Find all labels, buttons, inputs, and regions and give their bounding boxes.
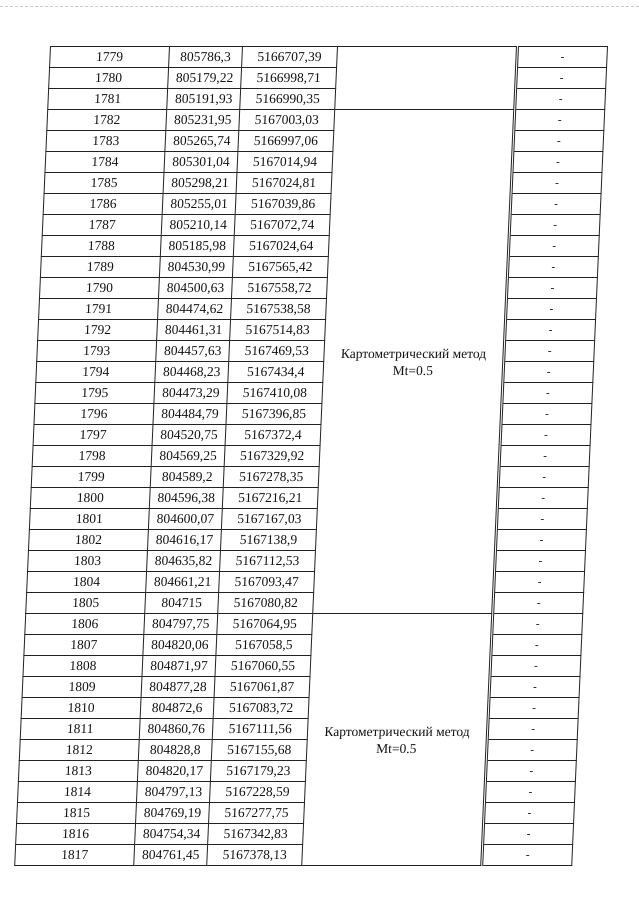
value-cell: -	[493, 614, 583, 635]
x-coordinate-cell: 804600,07	[148, 509, 222, 530]
y-coordinate-cell: 5167565,42	[232, 257, 328, 278]
x-coordinate-cell: 804754,34	[135, 824, 209, 845]
x-coordinate-cell: 804484,79	[153, 404, 227, 425]
y-coordinate-cell: 5167061,87	[214, 677, 310, 698]
x-coordinate-cell: 804769,19	[136, 803, 210, 824]
value-cell: -	[518, 47, 608, 68]
x-coordinate-cell: 804596,38	[149, 488, 223, 509]
value-cell: -	[499, 467, 589, 488]
coordinates-table-wrapper	[14, 46, 608, 866]
point-number-cell: 1806	[25, 614, 145, 635]
x-coordinate-cell: 804860,76	[139, 719, 213, 740]
table-row	[22, 677, 580, 698]
point-number-cell: 1792	[38, 320, 158, 341]
value-cell: -	[514, 131, 604, 152]
point-number-cell: 1803	[28, 551, 148, 572]
x-coordinate-cell: 804715	[145, 593, 219, 614]
point-number-cell: 1805	[26, 593, 146, 614]
table-row	[26, 593, 584, 614]
point-number-cell: 1783	[46, 131, 166, 152]
point-number-cell: 1795	[35, 383, 155, 404]
y-coordinate-cell: 5167277,75	[209, 803, 305, 824]
y-coordinate-cell: 5167112,53	[220, 551, 316, 572]
point-number-cell: 1817	[15, 845, 135, 866]
point-number-cell: 1781	[48, 89, 168, 110]
table-row	[18, 761, 576, 782]
value-cell: -	[494, 593, 584, 614]
y-coordinate-cell: 5167138,9	[220, 530, 316, 551]
x-coordinate-cell: 805265,74	[165, 131, 239, 152]
table-row	[41, 236, 599, 257]
value-cell: -	[495, 572, 585, 593]
table-row	[37, 341, 595, 362]
x-coordinate-cell: 805301,04	[164, 152, 238, 173]
point-number-cell: 1815	[17, 803, 137, 824]
x-coordinate-cell: 805179,22	[168, 68, 242, 89]
value-cell: -	[487, 740, 577, 761]
y-coordinate-cell: 5167179,23	[210, 761, 306, 782]
point-number-cell: 1790	[39, 278, 159, 299]
point-number-cell: 1808	[23, 656, 143, 677]
value-cell: -	[517, 68, 607, 89]
table-row	[43, 194, 601, 215]
value-cell: -	[496, 530, 586, 551]
table-row	[49, 68, 607, 89]
y-coordinate-cell: 5167228,59	[209, 782, 305, 803]
x-coordinate-cell: 804871,97	[142, 656, 216, 677]
y-coordinate-cell: 5167514,83	[230, 320, 326, 341]
x-coordinate-cell: 804820,06	[143, 635, 217, 656]
point-number-cell: 1809	[22, 677, 142, 698]
value-cell: -	[500, 446, 590, 467]
value-cell: -	[510, 215, 600, 236]
table-row	[39, 278, 597, 299]
y-coordinate-cell: 5167024,64	[233, 236, 329, 257]
y-coordinate-cell: 5166707,39	[242, 47, 338, 68]
y-coordinate-cell: 5167396,85	[226, 404, 322, 425]
table-row	[31, 467, 589, 488]
point-number-cell: 1811	[20, 719, 140, 740]
point-number-cell: 1796	[34, 404, 154, 425]
table-row	[19, 740, 577, 761]
y-coordinate-cell: 5167003,03	[239, 110, 335, 131]
value-cell: -	[507, 278, 597, 299]
point-number-cell: 1814	[17, 782, 137, 803]
value-cell: -	[491, 656, 581, 677]
point-number-cell: 1785	[44, 173, 164, 194]
table-row	[25, 614, 583, 635]
point-number-cell: 1812	[19, 740, 139, 761]
x-coordinate-cell: 804877,28	[141, 677, 215, 698]
x-coordinate-cell: 804797,75	[144, 614, 218, 635]
table-row	[21, 698, 579, 719]
table-row	[39, 299, 597, 320]
point-number-cell: 1780	[49, 68, 169, 89]
point-number-cell: 1791	[39, 299, 159, 320]
value-cell: -	[496, 551, 586, 572]
table-row	[16, 824, 574, 845]
scan-edge-line	[0, 6, 639, 7]
table-row	[23, 656, 581, 677]
y-coordinate-cell: 5167155,68	[211, 740, 307, 761]
value-cell: -	[512, 173, 602, 194]
y-coordinate-cell: 5167111,56	[212, 719, 308, 740]
point-number-cell: 1801	[29, 509, 149, 530]
table-row	[46, 131, 604, 152]
value-cell: -	[515, 110, 605, 131]
x-coordinate-cell: 804797,13	[136, 782, 210, 803]
y-coordinate-cell: 5167058,5	[216, 635, 312, 656]
point-number-cell: 1799	[31, 467, 151, 488]
y-coordinate-cell: 5166998,71	[241, 68, 337, 89]
y-coordinate-cell: 5167083,72	[213, 698, 309, 719]
point-number-cell: 1786	[43, 194, 163, 215]
table-row	[50, 47, 608, 68]
table-row	[42, 215, 600, 236]
table-row	[35, 383, 593, 404]
table-row	[15, 845, 573, 866]
x-coordinate-cell: 804569,25	[151, 446, 225, 467]
x-coordinate-cell: 804500,63	[158, 278, 232, 299]
table-row	[45, 152, 603, 173]
table-row	[34, 404, 592, 425]
x-coordinate-cell: 804828,8	[138, 740, 212, 761]
value-cell: -	[497, 509, 587, 530]
point-number-cell: 1807	[24, 635, 144, 656]
point-number-cell: 1787	[42, 215, 162, 236]
method-name: Картометрический метод	[340, 345, 487, 361]
y-coordinate-cell: 5167372,4	[225, 425, 321, 446]
value-cell: -	[505, 341, 595, 362]
y-coordinate-cell: 5167167,03	[221, 509, 317, 530]
value-cell: -	[509, 236, 599, 257]
x-coordinate-cell: 805231,95	[166, 110, 240, 131]
x-coordinate-cell: 804468,23	[155, 362, 229, 383]
y-coordinate-cell: 5167080,82	[218, 593, 314, 614]
point-number-cell: 1782	[47, 110, 167, 131]
point-number-cell: 1797	[33, 425, 153, 446]
table-row	[40, 257, 598, 278]
value-cell: -	[503, 383, 593, 404]
method-cell	[313, 110, 514, 614]
table-row	[28, 551, 586, 572]
x-coordinate-cell: 804761,45	[134, 845, 208, 866]
table-row	[27, 572, 585, 593]
table-row	[48, 89, 606, 110]
point-number-cell: 1784	[45, 152, 165, 173]
point-number-cell: 1810	[21, 698, 141, 719]
value-cell: -	[516, 89, 606, 110]
value-cell: -	[488, 719, 578, 740]
x-coordinate-cell: 804461,31	[157, 320, 231, 341]
value-cell: -	[490, 677, 580, 698]
y-coordinate-cell: 5167434,4	[228, 362, 324, 383]
y-coordinate-cell: 5167060,55	[215, 656, 311, 677]
x-coordinate-cell: 804589,2	[150, 467, 224, 488]
method-cell	[302, 614, 492, 866]
method-name: Картометрический метод	[324, 723, 470, 739]
value-cell: -	[508, 257, 598, 278]
x-coordinate-cell: 804616,17	[147, 530, 221, 551]
value-cell: -	[486, 761, 576, 782]
y-coordinate-cell: 5167093,47	[219, 572, 315, 593]
y-coordinate-cell: 5167278,35	[223, 467, 319, 488]
point-number-cell: 1798	[32, 446, 152, 467]
x-coordinate-cell: 805185,98	[160, 236, 234, 257]
x-coordinate-cell: 804635,82	[147, 551, 221, 572]
y-coordinate-cell: 5167072,74	[234, 215, 330, 236]
point-number-cell: 1802	[28, 530, 148, 551]
coordinates-table	[14, 46, 608, 866]
point-number-cell: 1794	[36, 362, 156, 383]
x-coordinate-cell: 804661,21	[146, 572, 220, 593]
x-coordinate-cell: 804872,6	[140, 698, 214, 719]
point-number-cell: 1779	[50, 47, 170, 68]
point-number-cell: 1800	[30, 488, 150, 509]
value-cell: -	[506, 320, 596, 341]
point-number-cell: 1788	[41, 236, 161, 257]
y-coordinate-cell: 5166990,35	[240, 89, 336, 110]
point-number-cell: 1804	[27, 572, 147, 593]
table-row	[30, 488, 588, 509]
table-row	[36, 362, 594, 383]
table-row	[47, 110, 605, 131]
table-row	[17, 803, 575, 824]
y-coordinate-cell: 5167410,08	[227, 383, 323, 404]
value-cell: -	[511, 194, 601, 215]
x-coordinate-cell: 804820,17	[137, 761, 211, 782]
point-number-cell: 1793	[37, 341, 157, 362]
y-coordinate-cell: 5167064,95	[217, 614, 313, 635]
value-cell: -	[501, 425, 591, 446]
value-cell: -	[485, 782, 575, 803]
table-row	[28, 530, 586, 551]
value-cell: -	[489, 698, 579, 719]
y-coordinate-cell: 5167469,53	[229, 341, 325, 362]
table-row	[24, 635, 582, 656]
x-coordinate-cell: 804474,62	[158, 299, 232, 320]
x-coordinate-cell: 804530,99	[159, 257, 233, 278]
y-coordinate-cell: 5167538,58	[231, 299, 327, 320]
x-coordinate-cell: 805210,14	[161, 215, 235, 236]
y-coordinate-cell: 5167378,13	[207, 845, 303, 866]
value-cell: -	[498, 488, 588, 509]
point-number-cell: 1789	[40, 257, 160, 278]
table-row	[44, 173, 602, 194]
coordinates-table-body	[15, 47, 608, 866]
method-cell	[335, 47, 517, 110]
point-number-cell: 1813	[18, 761, 138, 782]
x-coordinate-cell: 805255,01	[162, 194, 236, 215]
x-coordinate-cell: 805298,21	[163, 173, 237, 194]
table-row	[29, 509, 587, 530]
y-coordinate-cell: 5166997,06	[238, 131, 334, 152]
value-cell: -	[492, 635, 582, 656]
table-row	[32, 446, 590, 467]
value-cell: -	[513, 152, 603, 173]
point-number-cell: 1816	[16, 824, 136, 845]
table-row	[38, 320, 596, 341]
y-coordinate-cell: 5167014,94	[237, 152, 333, 173]
x-coordinate-cell: 804473,29	[154, 383, 228, 404]
y-coordinate-cell: 5167558,72	[231, 278, 327, 299]
value-cell: -	[485, 803, 575, 824]
y-coordinate-cell: 5167216,21	[222, 488, 318, 509]
table-row	[20, 719, 578, 740]
value-cell: -	[507, 299, 597, 320]
x-coordinate-cell: 804520,75	[152, 425, 226, 446]
y-coordinate-cell: 5167342,83	[208, 824, 304, 845]
x-coordinate-cell: 804457,63	[156, 341, 230, 362]
value-cell: -	[504, 362, 594, 383]
x-coordinate-cell: 805191,93	[167, 89, 241, 110]
y-coordinate-cell: 5167024,81	[236, 173, 332, 194]
method-accuracy: Mt=0.5	[375, 740, 417, 756]
x-coordinate-cell: 805786,3	[169, 47, 243, 68]
value-cell: -	[484, 824, 574, 845]
table-row	[17, 782, 575, 803]
y-coordinate-cell: 5167329,92	[224, 446, 320, 467]
y-coordinate-cell: 5167039,86	[235, 194, 331, 215]
method-accuracy: Mt=0.5	[392, 362, 434, 378]
value-cell: -	[483, 845, 573, 866]
value-cell: -	[502, 404, 592, 425]
table-row	[33, 425, 591, 446]
